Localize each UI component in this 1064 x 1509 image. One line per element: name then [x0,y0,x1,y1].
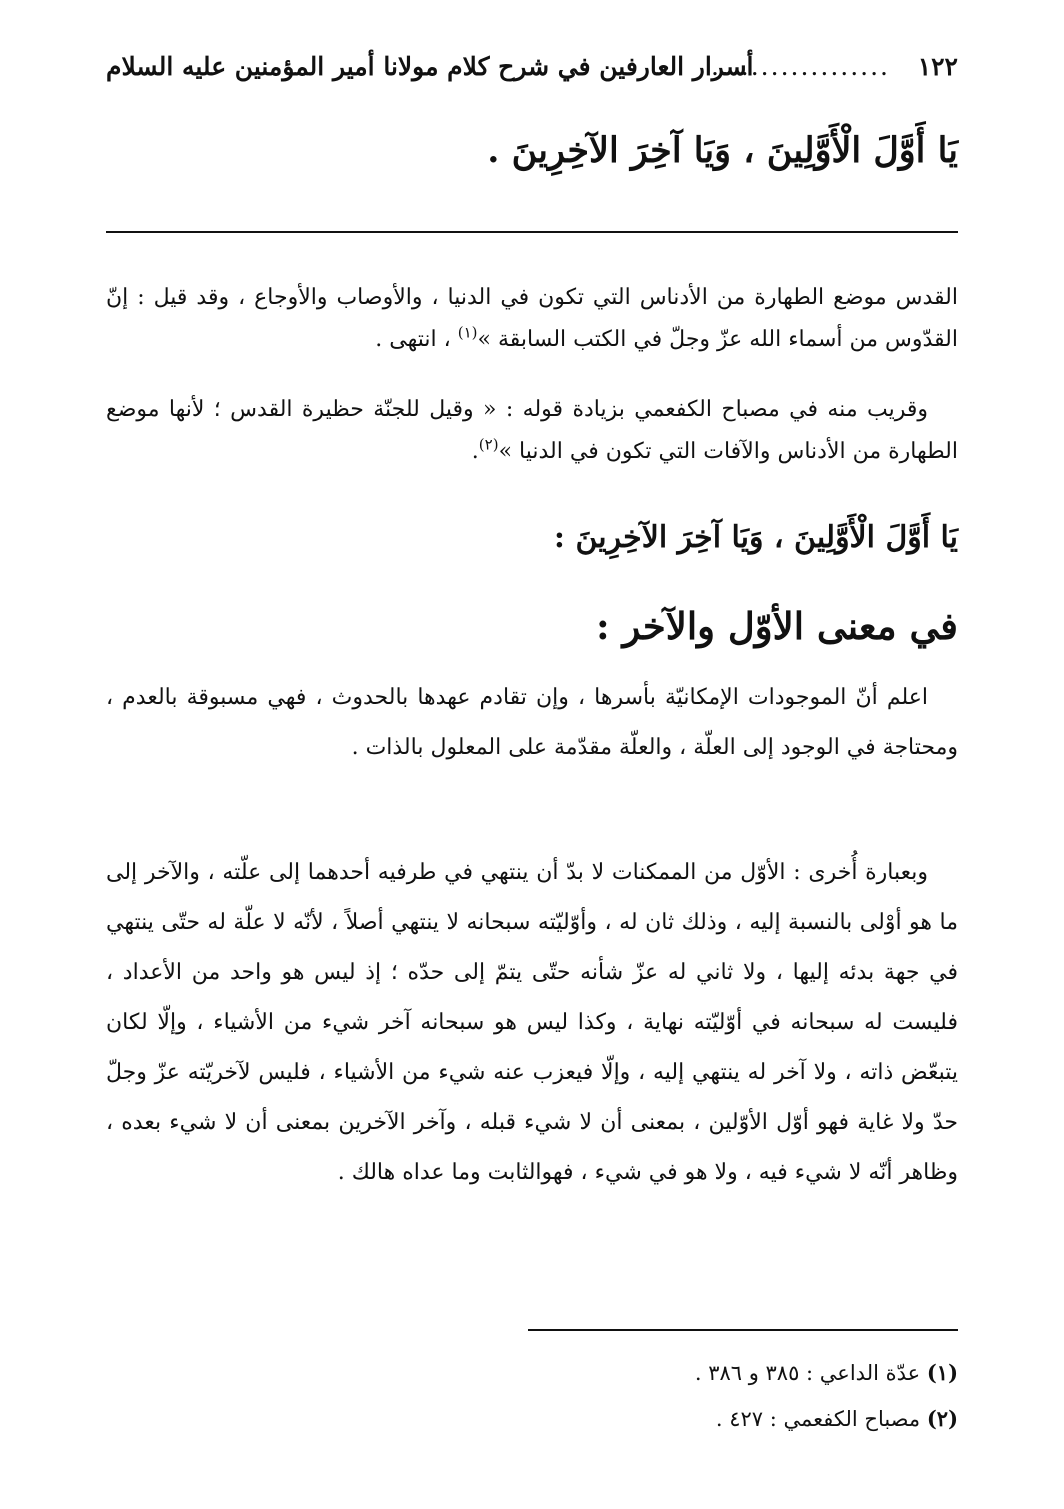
header-leader-dots: .................. [710,52,890,81]
book-page [106,0,958,1509]
footnote-ref-2: (٢) [478,435,499,454]
footnote-divider [528,1329,958,1331]
footnote-number: (٢) [926,1406,958,1431]
page-number: ١٢٢ [917,52,958,81]
footnote [106,1350,958,1396]
book-title: أسرار العارفين في شرح كلام مولانا أمير المؤمنين عليه السلام [106,52,754,81]
header-divider [106,231,958,233]
paragraph-2-tail: . [471,439,479,464]
footnote-text: مصباح الكفعمي : ٤٢٧ . [715,1407,921,1431]
footnote-number: (١) [926,1360,958,1385]
footnote-ref-1: (١) [457,323,478,342]
paragraph-3: اعلم أنّ الموجودات الإمكانيّة بأسرها ، وإن تقادم عهدها بالحدوث ، فهي مسبوقة بالعدم ، ومحتاجة في الوجود إلى العلّة ، والعلّة مقدّمة على المعلول بالذات . [106,685,958,760]
footnote [106,1396,958,1442]
footnote-text: عدّة الداعي : ٣٨٥ و ٣٨٦ . [694,1361,921,1385]
paragraph-1-text: القدس موضع الطهارة من الأدناس التي تكون في الدنيا ، والأوصاب والأوجاع ، وقد قيل : إنّ القدّوس من أسماء الله عزّ وجلّ في الكتب السابقة » [106,285,958,352]
section-heading: في معنى الأوّل والآخر : [595,604,958,648]
paragraph-4: وبعبارة أُخرى : الأوّل من الممكنات لا بدّ أن ينتهي في طرفيه أحدهما إلى علّته ، والآخر إلى ما هو أوْلى بالنسبة إليه ، وذلك ثان له ، وأوّليّته سبحانه لا ينتهي أصلاً ، لأنّه لا علّة له حتّى ينتهي في جهة بدئه إليها ، ولا ثاني له عزّ شأنه حتّى يتمّ إلى حدّه ؛ إذ ليس هو واحد من الأعداد ، فليست له سبحانه في أوّليّته نهاية ، وكذا ليس هو سبحانه آخر شيء من الأشياء ، وإلّا لكان يتبعّض ذاته ، ولا آخر له ينتهي إليه ، وإلّا فيعزب عنه شيء من الأشياء ، فليس لآخريّته عزّ وجلّ حدّ ولا غاية فهو أوّل الأوّلين ، بمعنى أن لا شيء قبله ، وآخر الآخرين بمعنى أن لا شيء بعده ، وظاهر أنّه لا شيء فيه ، ولا هو في شيء ، فهوالثابت وما عداه هالك . [106,860,958,1185]
paragraph-2-text: وقريب منه في مصباح الكفعمي بزيادة قوله : « وقيل للجنّة حظيرة القدس ؛ لأنها موضع الطهارة من الأدناس والآفات التي تكون في الدنيا » [106,397,958,464]
top-invocation: يَا أَوَّلَ الْأَوَّلِينَ ، وَيَا آخِرَ الآخِرِينَ . [487,130,958,171]
section-invocation: يَا أَوَّلَ الْأَوَّلِينَ ، وَيَا آخِرَ الآخِرِينَ : [553,520,958,555]
paragraph-1-tail: ، انتهى . [375,327,451,352]
paragraph-1 [106,277,958,361]
paragraph-2 [106,389,958,473]
footnotes [106,1350,958,1442]
running-header [106,52,958,92]
